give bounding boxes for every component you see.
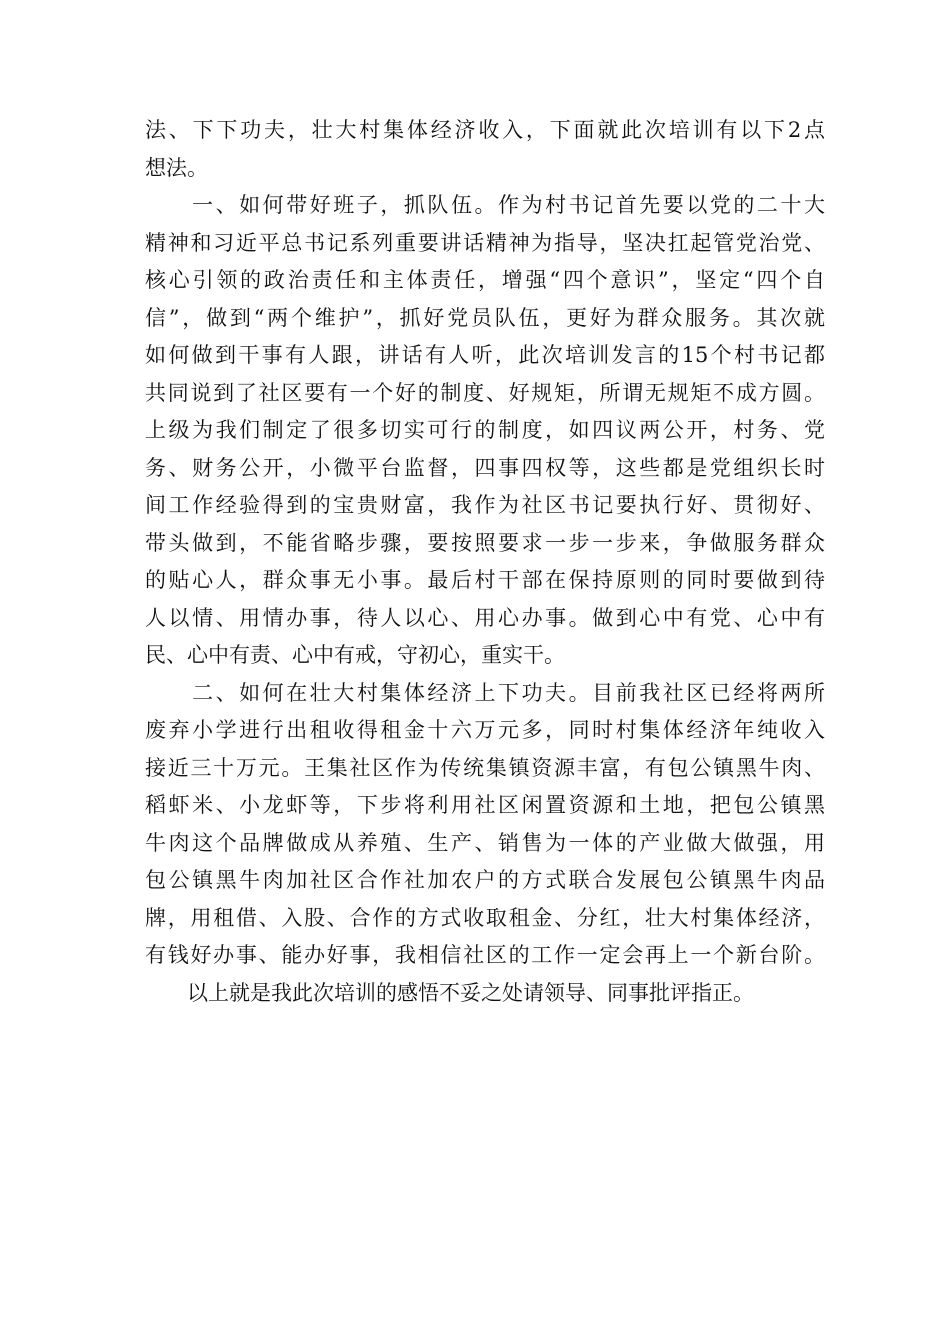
text-line: 二、如何在壮大村集体经济上下功夫。目前我社区已经将两所 (145, 680, 825, 705)
text-line: 带头做到，不能省略步骤，要按照要求一步一步来，争做服务群众 (145, 530, 825, 555)
text-line: 废弃小学进行出租收得租金十六万元多，同时村集体经济年纯收入 (145, 718, 825, 742)
text-line: 接近三十万元。王集社区作为传统集镇资源丰富，有包公镇黑牛肉、 (145, 755, 825, 780)
text-line: 精神和习近平总书记系列重要讲话精神为指导，坚决扛起管党治党、 (145, 230, 825, 255)
text-line: 有钱好办事、能办好事，我相信社区的工作一定会再上一个新台阶。 (145, 943, 825, 967)
text-line: 共同说到了社区要有一个好的制度、好规矩，所谓无规矩不成方圆。 (145, 380, 825, 405)
text-line: 一、如何带好班子，抓队伍。作为村书记首先要以党的二十大 (145, 193, 825, 217)
text-line: 的贴心人，群众事无小事。最后村干部在保持原则的同时要做到待 (145, 568, 825, 592)
text-line: 人以情、用情办事，待人以心、用心办事。做到心中有党、心中有 (145, 605, 825, 630)
text-line: 民、心中有责、心中有戒，守初心，重实干。 (145, 643, 565, 667)
text-line: 法、下下功夫，壮大村集体经济收入，下面就此次培训有以下2点 (145, 118, 825, 142)
text-line: 如何做到干事有人跟，讲话有人听，此次培训发言的15个村书记都 (145, 343, 825, 367)
document-body (145, 112, 825, 1012)
text-line: 包公镇黑牛肉加社区合作社加农户的方式联合发展包公镇黑牛肉品 (145, 868, 825, 892)
text-line: 稻虾米、小龙虾等，下步将利用社区闲置资源和土地，把包公镇黑 (145, 793, 825, 817)
text-line: 牛肉这个品牌做成从养殖、生产、销售为一体的产业做大做强，用 (145, 830, 825, 855)
text-line: 间工作经验得到的宝贵财富，我作为社区书记要执行好、贯彻好、 (145, 493, 825, 517)
text-line: 牌，用租借、入股、合作的方式收取租金、分红，壮大村集体经济， (145, 905, 825, 930)
text-line: 以上就是我此次培训的感悟不妥之处请领导、同事批评指正。 (145, 980, 754, 1005)
text-line: 上级为我们制定了很多切实可行的制度，如四议两公开，村务、党 (145, 418, 825, 442)
text-line: 想法。 (145, 155, 208, 180)
text-line: 务、财务公开，小微平台监督，四事四权等，这些都是党组织长时 (145, 455, 825, 480)
text-line: 信”，做到“两个维护”，抓好党员队伍，更好为群众服务。其次就 (145, 305, 825, 330)
text-line: 核心引领的政治责任和主体责任，增强“四个意识”，坚定“四个自 (145, 268, 825, 292)
